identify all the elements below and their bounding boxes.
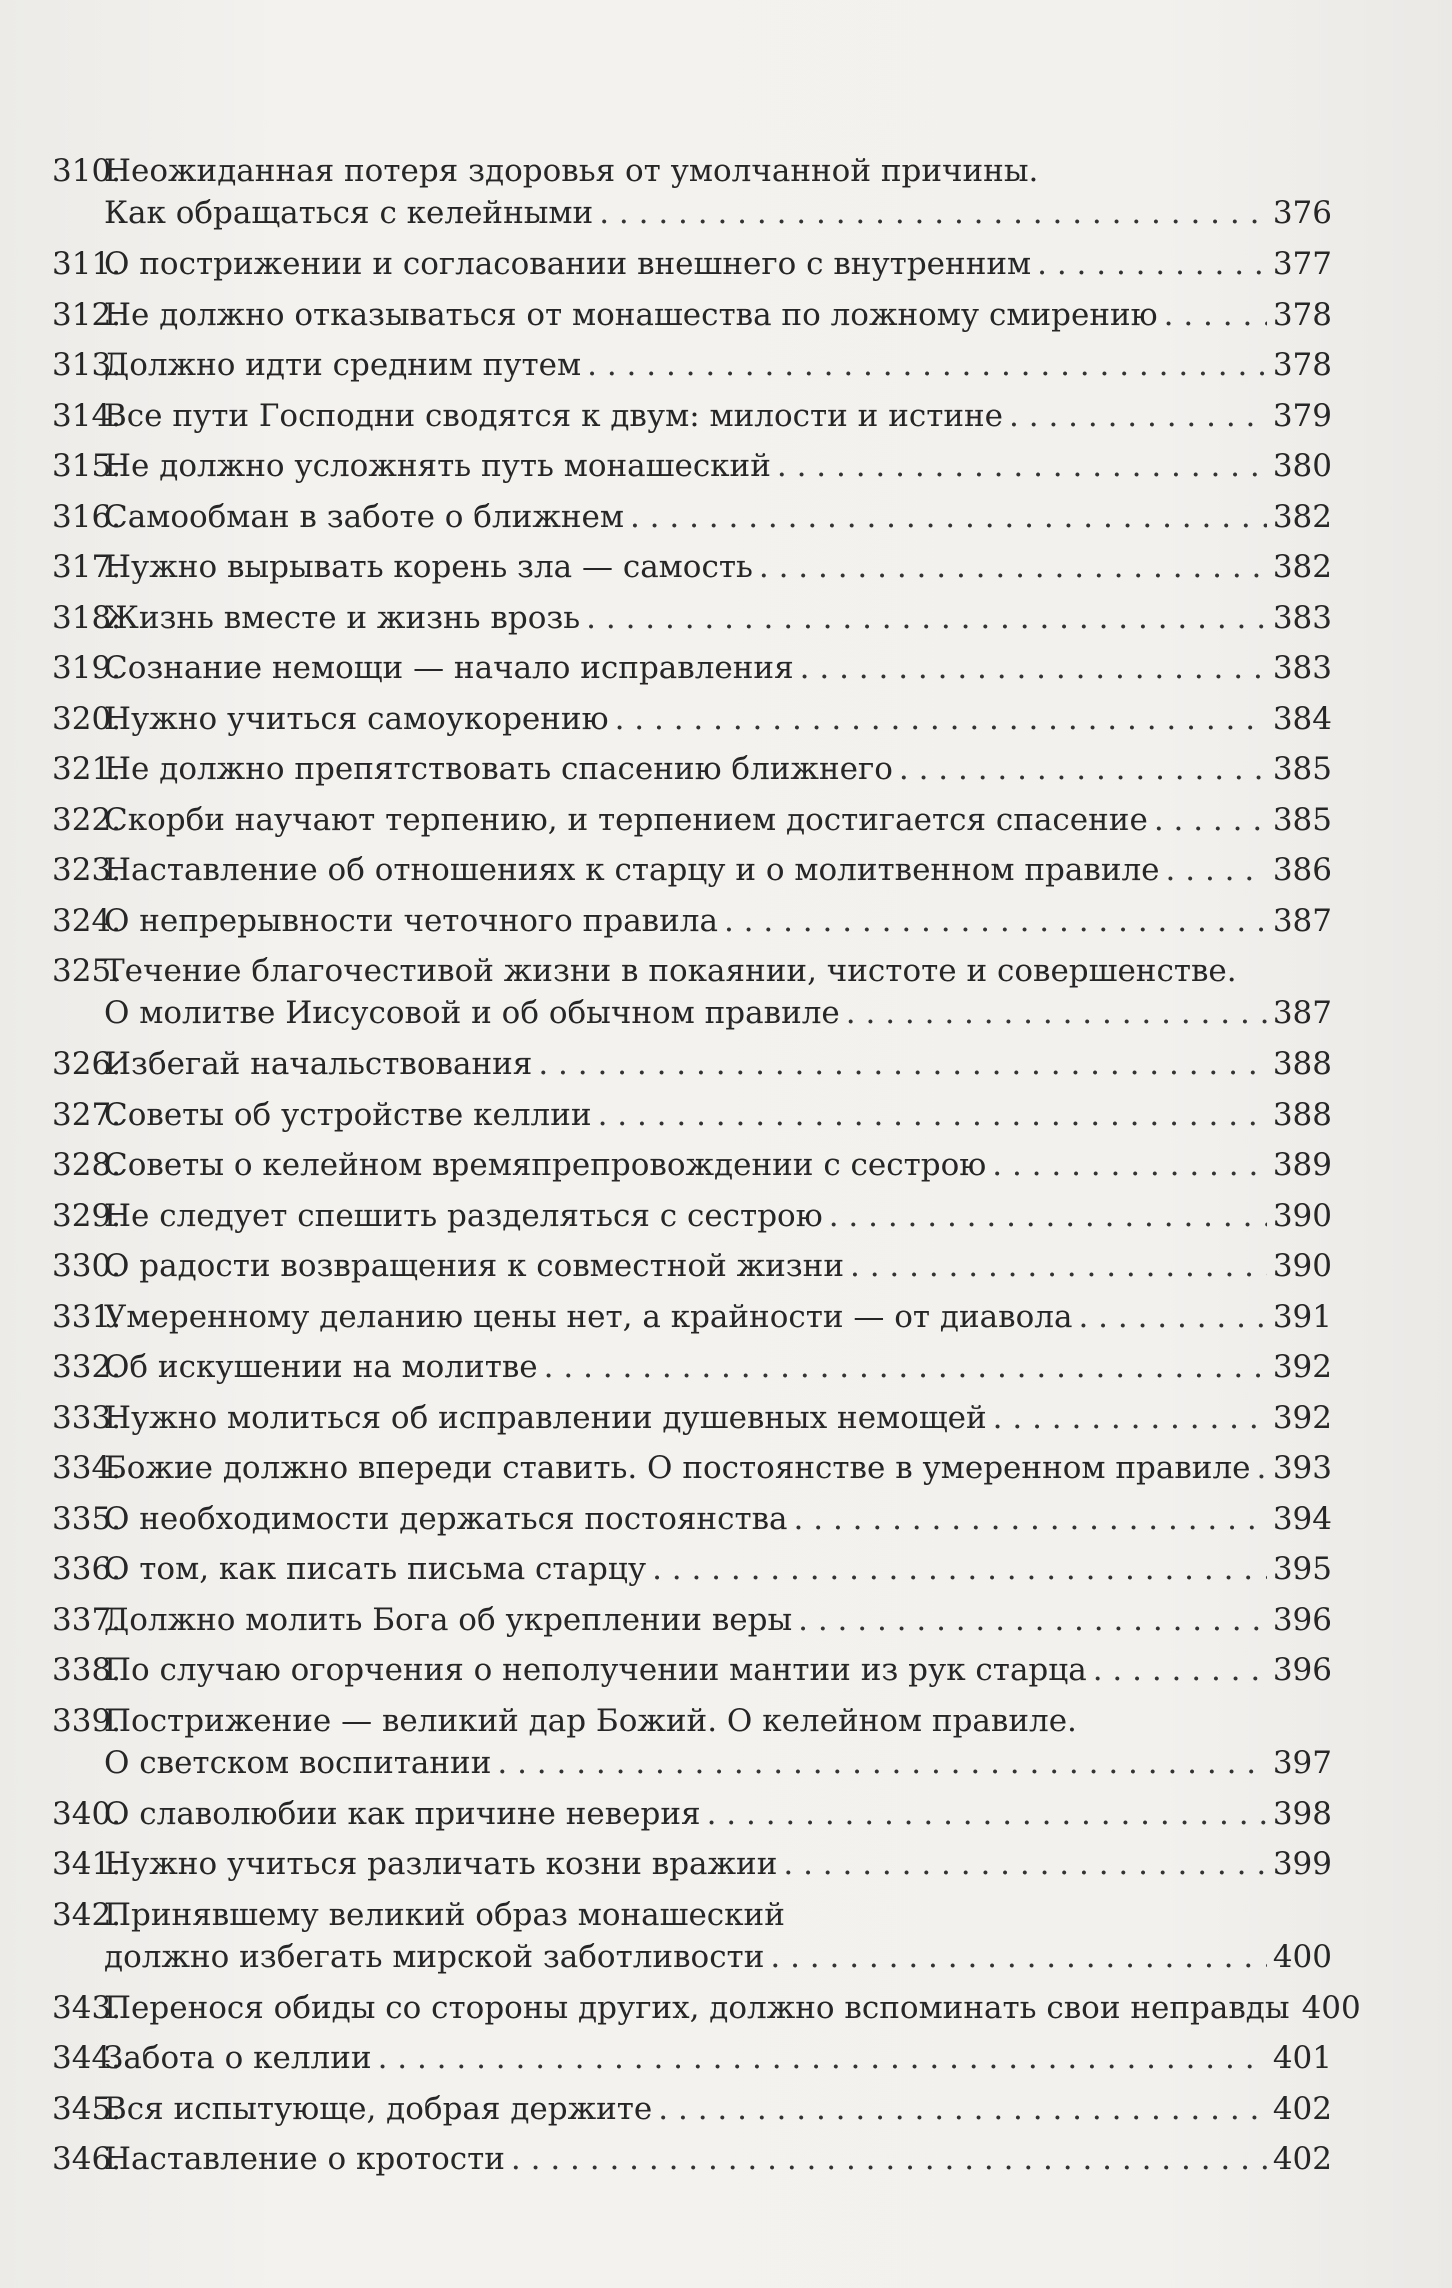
entry-last-line	[104, 294, 1332, 336]
toc-entry	[52, 1094, 1332, 1136]
dot-leader	[777, 445, 1267, 487]
entry-title-line: Наставление о кротости	[104, 2141, 505, 2177]
toc-entry	[52, 1043, 1332, 1085]
entry-number: 337.	[52, 1601, 122, 1638]
entry-last-line	[104, 849, 1332, 891]
page-number: 379	[1272, 397, 1332, 434]
dot-leader	[783, 1843, 1266, 1885]
entry-number: 310.	[52, 153, 122, 189]
dot-leader	[724, 900, 1267, 942]
dot-leader	[1093, 1649, 1267, 1691]
toc-entry	[52, 1195, 1332, 1237]
entry-title-line: По случаю огорчения о неполучении мантии из рук старца	[104, 1652, 1087, 1688]
entry-number: 311.	[52, 246, 122, 282]
entry-number: 343.	[52, 1989, 122, 2026]
entry-number: 322.	[52, 801, 122, 838]
entry-last-line	[104, 1548, 1332, 1590]
page-number: 377	[1272, 246, 1332, 282]
entry-last-line	[104, 900, 1332, 942]
entry-title-line: Наставление об отношениях к старцу и о молитвенном правиле	[104, 852, 1160, 888]
page-number: 392	[1272, 1399, 1332, 1436]
toc-entry	[52, 950, 1332, 1034]
entry-number: 330.	[52, 1248, 122, 1284]
dot-leader	[992, 1144, 1267, 1186]
toc-entry	[52, 546, 1332, 588]
entry-last-line	[104, 2037, 1332, 2079]
entry-title-line: Об искушении на молитве	[104, 1349, 538, 1385]
toc-entry	[52, 243, 1332, 285]
dot-leader	[798, 1599, 1267, 1641]
entry-number: 318.	[52, 599, 122, 636]
dot-leader	[794, 1498, 1267, 1540]
entry-last-line	[104, 1742, 1332, 1784]
entry-last-line	[104, 1936, 1332, 1978]
page-number: 393	[1272, 1450, 1332, 1486]
entry-title-line: Течение благочестивой жизни в покаянии, чистоте и совершенстве.	[104, 953, 1237, 989]
entry-title-line: Жизнь вместе и жизнь врозь	[104, 599, 581, 636]
page-number: 376	[1272, 195, 1332, 231]
entry-number: 338.	[52, 1652, 122, 1688]
entry-title-line: Не следует спешить разделяться с сестрою	[104, 1197, 823, 1234]
page-number: 396	[1272, 1652, 1332, 1688]
entry-title-line: Нужно вырывать корень зла — самость	[104, 549, 753, 585]
dot-leader	[829, 1195, 1267, 1237]
entry-title-line: О непрерывности четочного правила	[104, 902, 718, 939]
toc-entry	[52, 597, 1332, 639]
entry-title-line: О пострижении и согласовании внешнего с внутренним	[104, 246, 1032, 282]
entry-number: 312.	[52, 296, 122, 333]
page-number: 401	[1272, 2040, 1332, 2076]
entry-last-line	[104, 1649, 1332, 1691]
toc-entry	[52, 1346, 1332, 1388]
entry-number: 342.	[52, 1896, 122, 1933]
entry-number: 319.	[52, 650, 122, 686]
dot-leader	[1166, 849, 1267, 891]
entry-title-line: Скорби научают терпению, и терпением достигается спасение	[104, 801, 1148, 838]
dot-leader	[1078, 1296, 1266, 1338]
dot-leader	[993, 1397, 1267, 1439]
page-number: 385	[1272, 751, 1332, 787]
toc-entry	[52, 1599, 1332, 1641]
page-number: 398	[1272, 1795, 1332, 1832]
entry-last-line	[104, 748, 1332, 790]
entry-title-line: Нужно учиться различать козни вражии	[104, 1846, 778, 1882]
entry-title-line: Принявшему великий образ монашеский	[104, 1896, 785, 1933]
entry-number: 335.	[52, 1500, 122, 1537]
entry-title-line: Не должно усложнять путь монашеский	[104, 448, 771, 484]
dot-leader	[587, 344, 1267, 386]
dot-leader	[652, 1548, 1267, 1590]
page-number: 391	[1272, 1298, 1332, 1335]
page-number: 383	[1272, 650, 1332, 686]
dot-leader	[586, 597, 1267, 639]
entry-last-line	[104, 496, 1332, 538]
entry-title-line: Нужно молиться об исправлении душевных немощей	[104, 1399, 987, 1436]
toc-entry	[52, 799, 1332, 841]
entry-number: 325.	[52, 953, 122, 989]
page-number: 380	[1272, 448, 1332, 484]
entry-last-line	[104, 1195, 1332, 1237]
entry-last-line	[104, 799, 1332, 841]
toc-entry	[52, 1700, 1332, 1784]
toc-entry	[52, 1296, 1332, 1338]
dot-leader	[511, 2138, 1267, 2180]
dot-leader	[658, 2088, 1267, 2130]
entry-last-line	[104, 1599, 1332, 1641]
entry-last-line	[104, 1144, 1332, 1186]
entry-title-line: Вся испытующе, добрая держите	[104, 2090, 653, 2127]
entry-number: 320.	[52, 700, 122, 737]
page-number: 388	[1272, 1046, 1332, 1082]
toc-entry	[52, 748, 1332, 790]
entry-title-line: О радости возвращения к совместной жизни	[104, 1248, 845, 1284]
page-number: 392	[1272, 1349, 1332, 1385]
entry-number: 340.	[52, 1795, 122, 1832]
entry-last-line	[104, 1245, 1332, 1287]
page-number: 382	[1272, 549, 1332, 585]
entry-number: 345.	[52, 2090, 122, 2127]
entry-last-line	[104, 698, 1332, 740]
dot-leader	[378, 2037, 1267, 2079]
entry-last-line	[104, 395, 1332, 437]
entry-last-line	[104, 344, 1332, 386]
toc-entry	[52, 1144, 1332, 1186]
entry-title-line: О том, как писать письма старцу	[104, 1551, 647, 1587]
page-number: 388	[1272, 1096, 1332, 1133]
page-number: 386	[1272, 852, 1332, 888]
entry-title-line: Должно идти средним путем	[104, 347, 582, 383]
dot-leader	[1154, 799, 1267, 841]
page-number: 384	[1272, 700, 1332, 737]
entry-number: 324.	[52, 902, 122, 939]
entry-number: 331.	[52, 1298, 122, 1335]
page-number: 390	[1272, 1248, 1332, 1284]
toc-entry	[52, 150, 1332, 234]
page-number: 389	[1272, 1147, 1332, 1183]
page-number: 385	[1272, 801, 1332, 838]
toc-entry	[52, 2037, 1332, 2079]
page-number: 399	[1272, 1846, 1332, 1882]
toc-entry	[52, 1447, 1332, 1489]
entry-last-line	[104, 597, 1332, 639]
entry-number: 346.	[52, 2141, 122, 2177]
entry-title-line: Все пути Господни сводятся к двум: милости и истине	[104, 397, 1004, 434]
entry-last-line	[104, 1397, 1332, 1439]
dot-leader	[615, 698, 1267, 740]
toc-entry	[52, 1793, 1332, 1835]
page-number: 402	[1272, 2141, 1332, 2177]
entry-number: 326.	[52, 1046, 122, 1082]
entry-title-line: О молитве Иисусовой и об обычном правиле	[104, 995, 840, 1031]
entry-last-line	[104, 992, 1332, 1034]
entry-title-line: Божие должно впереди ставить. О постоянстве в умеренном правиле	[104, 1450, 1251, 1486]
toc-entry	[52, 344, 1332, 386]
entry-last-line	[104, 1447, 1332, 1489]
entry-last-line	[104, 1346, 1332, 1388]
table-of-contents	[52, 150, 1361, 2189]
entry-title-line: Не должно препятствовать спасению ближнего	[104, 751, 893, 787]
toc-entry	[52, 1498, 1332, 1540]
entry-last-line	[104, 445, 1332, 487]
entry-title-line: Неожиданная потеря здоровья от умолчанной причины.	[104, 153, 1039, 189]
page-number: 387	[1272, 902, 1332, 939]
entry-number: 323.	[52, 852, 122, 888]
entry-last-line	[104, 2138, 1332, 2180]
page-number: 378	[1272, 347, 1332, 383]
entry-last-line	[104, 1043, 1332, 1085]
entry-title-line: Избегай начальствования	[104, 1046, 533, 1082]
page-number: 390	[1272, 1197, 1332, 1234]
entry-title-line: Умеренному деланию цены нет, а крайности — от диавола	[104, 1298, 1073, 1335]
dot-leader	[598, 1094, 1267, 1136]
entry-title-line: О славолюбии как причине неверия	[104, 1795, 701, 1832]
page-number: 383	[1272, 599, 1332, 636]
dot-leader	[630, 496, 1267, 538]
page-number: 402	[1272, 2090, 1332, 2127]
dot-leader	[599, 192, 1267, 234]
entry-number: 336.	[52, 1551, 122, 1587]
entry-title-line: О светском воспитании	[104, 1744, 492, 1781]
toc-entry	[52, 1548, 1332, 1590]
page-number: 394	[1272, 1500, 1332, 1537]
page-number: 378	[1272, 296, 1332, 333]
entry-last-line	[104, 1793, 1332, 1835]
dot-leader	[1164, 294, 1267, 336]
dot-leader	[770, 1936, 1266, 1978]
entry-last-line	[104, 243, 1332, 285]
page-number: 395	[1272, 1551, 1332, 1587]
entry-last-line	[104, 1296, 1332, 1338]
toc-entry	[52, 1894, 1332, 1978]
dot-leader	[497, 1742, 1266, 1784]
toc-entry	[52, 849, 1332, 891]
entry-title-line: О необходимости держаться постоянства	[104, 1500, 788, 1537]
toc-entry	[52, 496, 1332, 538]
entry-title-line: Советы об устройстве келлии	[104, 1096, 592, 1133]
entry-last-line	[104, 1498, 1332, 1540]
entry-last-line	[104, 192, 1332, 234]
page-number: 400	[1272, 1938, 1332, 1975]
entry-title-line: Не должно отказываться от монашества по ложному смирению	[104, 296, 1158, 333]
entry-number: 315.	[52, 448, 122, 484]
toc-entry	[52, 294, 1332, 336]
toc-entry	[52, 1245, 1332, 1287]
entry-number: 321.	[52, 751, 122, 787]
page-number: 397	[1272, 1744, 1332, 1781]
toc-entry	[52, 2138, 1332, 2180]
dot-leader	[846, 992, 1267, 1034]
page-number: 396	[1272, 1601, 1332, 1638]
entry-title-line: Пострижение — великий дар Божий. О келейном правиле.	[104, 1702, 1077, 1739]
entry-number: 316.	[52, 498, 122, 535]
dot-leader	[800, 647, 1267, 689]
page-number: 400	[1301, 1989, 1361, 2026]
dot-leader	[759, 546, 1267, 588]
entry-title-line: Сознание немощи — начало исправления	[104, 650, 794, 686]
entry-number: 333.	[52, 1399, 122, 1436]
entry-last-line	[104, 546, 1332, 588]
toc-entry	[52, 445, 1332, 487]
entry-number: 344.	[52, 2040, 122, 2076]
entry-number: 329.	[52, 1197, 122, 1234]
entry-title-line: Забота о келлии	[104, 2040, 372, 2076]
toc-entry	[52, 1649, 1332, 1691]
dot-leader	[1009, 395, 1267, 437]
entry-title-line: Перенося обиды со стороны других, должно вспоминать свои неправды	[104, 1989, 1290, 2026]
dot-leader	[1257, 1447, 1267, 1489]
entry-number: 317.	[52, 549, 122, 585]
entry-last-line	[104, 1987, 1361, 2029]
dot-leader	[1037, 243, 1267, 285]
entry-last-line	[104, 2088, 1332, 2130]
entry-title-line: должно избегать мирской заботливости	[104, 1938, 765, 1975]
entry-number: 314.	[52, 397, 122, 434]
entry-title-line: Советы о келейном времяпрепровождении с сестрою	[104, 1147, 987, 1183]
toc-entry	[52, 900, 1332, 942]
entry-title-line: Нужно учиться самоукорению	[104, 700, 609, 737]
entry-last-line	[104, 647, 1332, 689]
page-number: 387	[1272, 995, 1332, 1031]
toc-entry	[52, 1987, 1361, 2029]
dot-leader	[538, 1043, 1267, 1085]
toc-entry	[52, 395, 1332, 437]
entry-title-line: Как обращаться с келейными	[104, 195, 594, 231]
entry-title-line: Самообман в заботе о ближнем	[104, 498, 624, 535]
entry-last-line	[104, 1843, 1332, 1885]
entry-number: 328.	[52, 1147, 122, 1183]
page-number: 382	[1272, 498, 1332, 535]
toc-entry	[52, 1843, 1332, 1885]
entry-number: 334.	[52, 1450, 122, 1486]
dot-leader	[899, 748, 1267, 790]
toc-entry	[52, 2088, 1332, 2130]
entry-number: 341.	[52, 1846, 122, 1882]
dot-leader	[707, 1793, 1267, 1835]
toc-entry	[52, 1397, 1332, 1439]
entry-title-line: Должно молить Бога об укреплении веры	[104, 1601, 793, 1638]
entry-number: 313.	[52, 347, 122, 383]
entry-number: 327.	[52, 1096, 122, 1133]
toc-entry	[52, 698, 1332, 740]
entry-number: 339.	[52, 1702, 122, 1739]
dot-leader	[850, 1245, 1267, 1287]
dot-leader	[544, 1346, 1267, 1388]
entry-last-line	[104, 1094, 1332, 1136]
entry-number: 332.	[52, 1349, 122, 1385]
toc-entry	[52, 647, 1332, 689]
